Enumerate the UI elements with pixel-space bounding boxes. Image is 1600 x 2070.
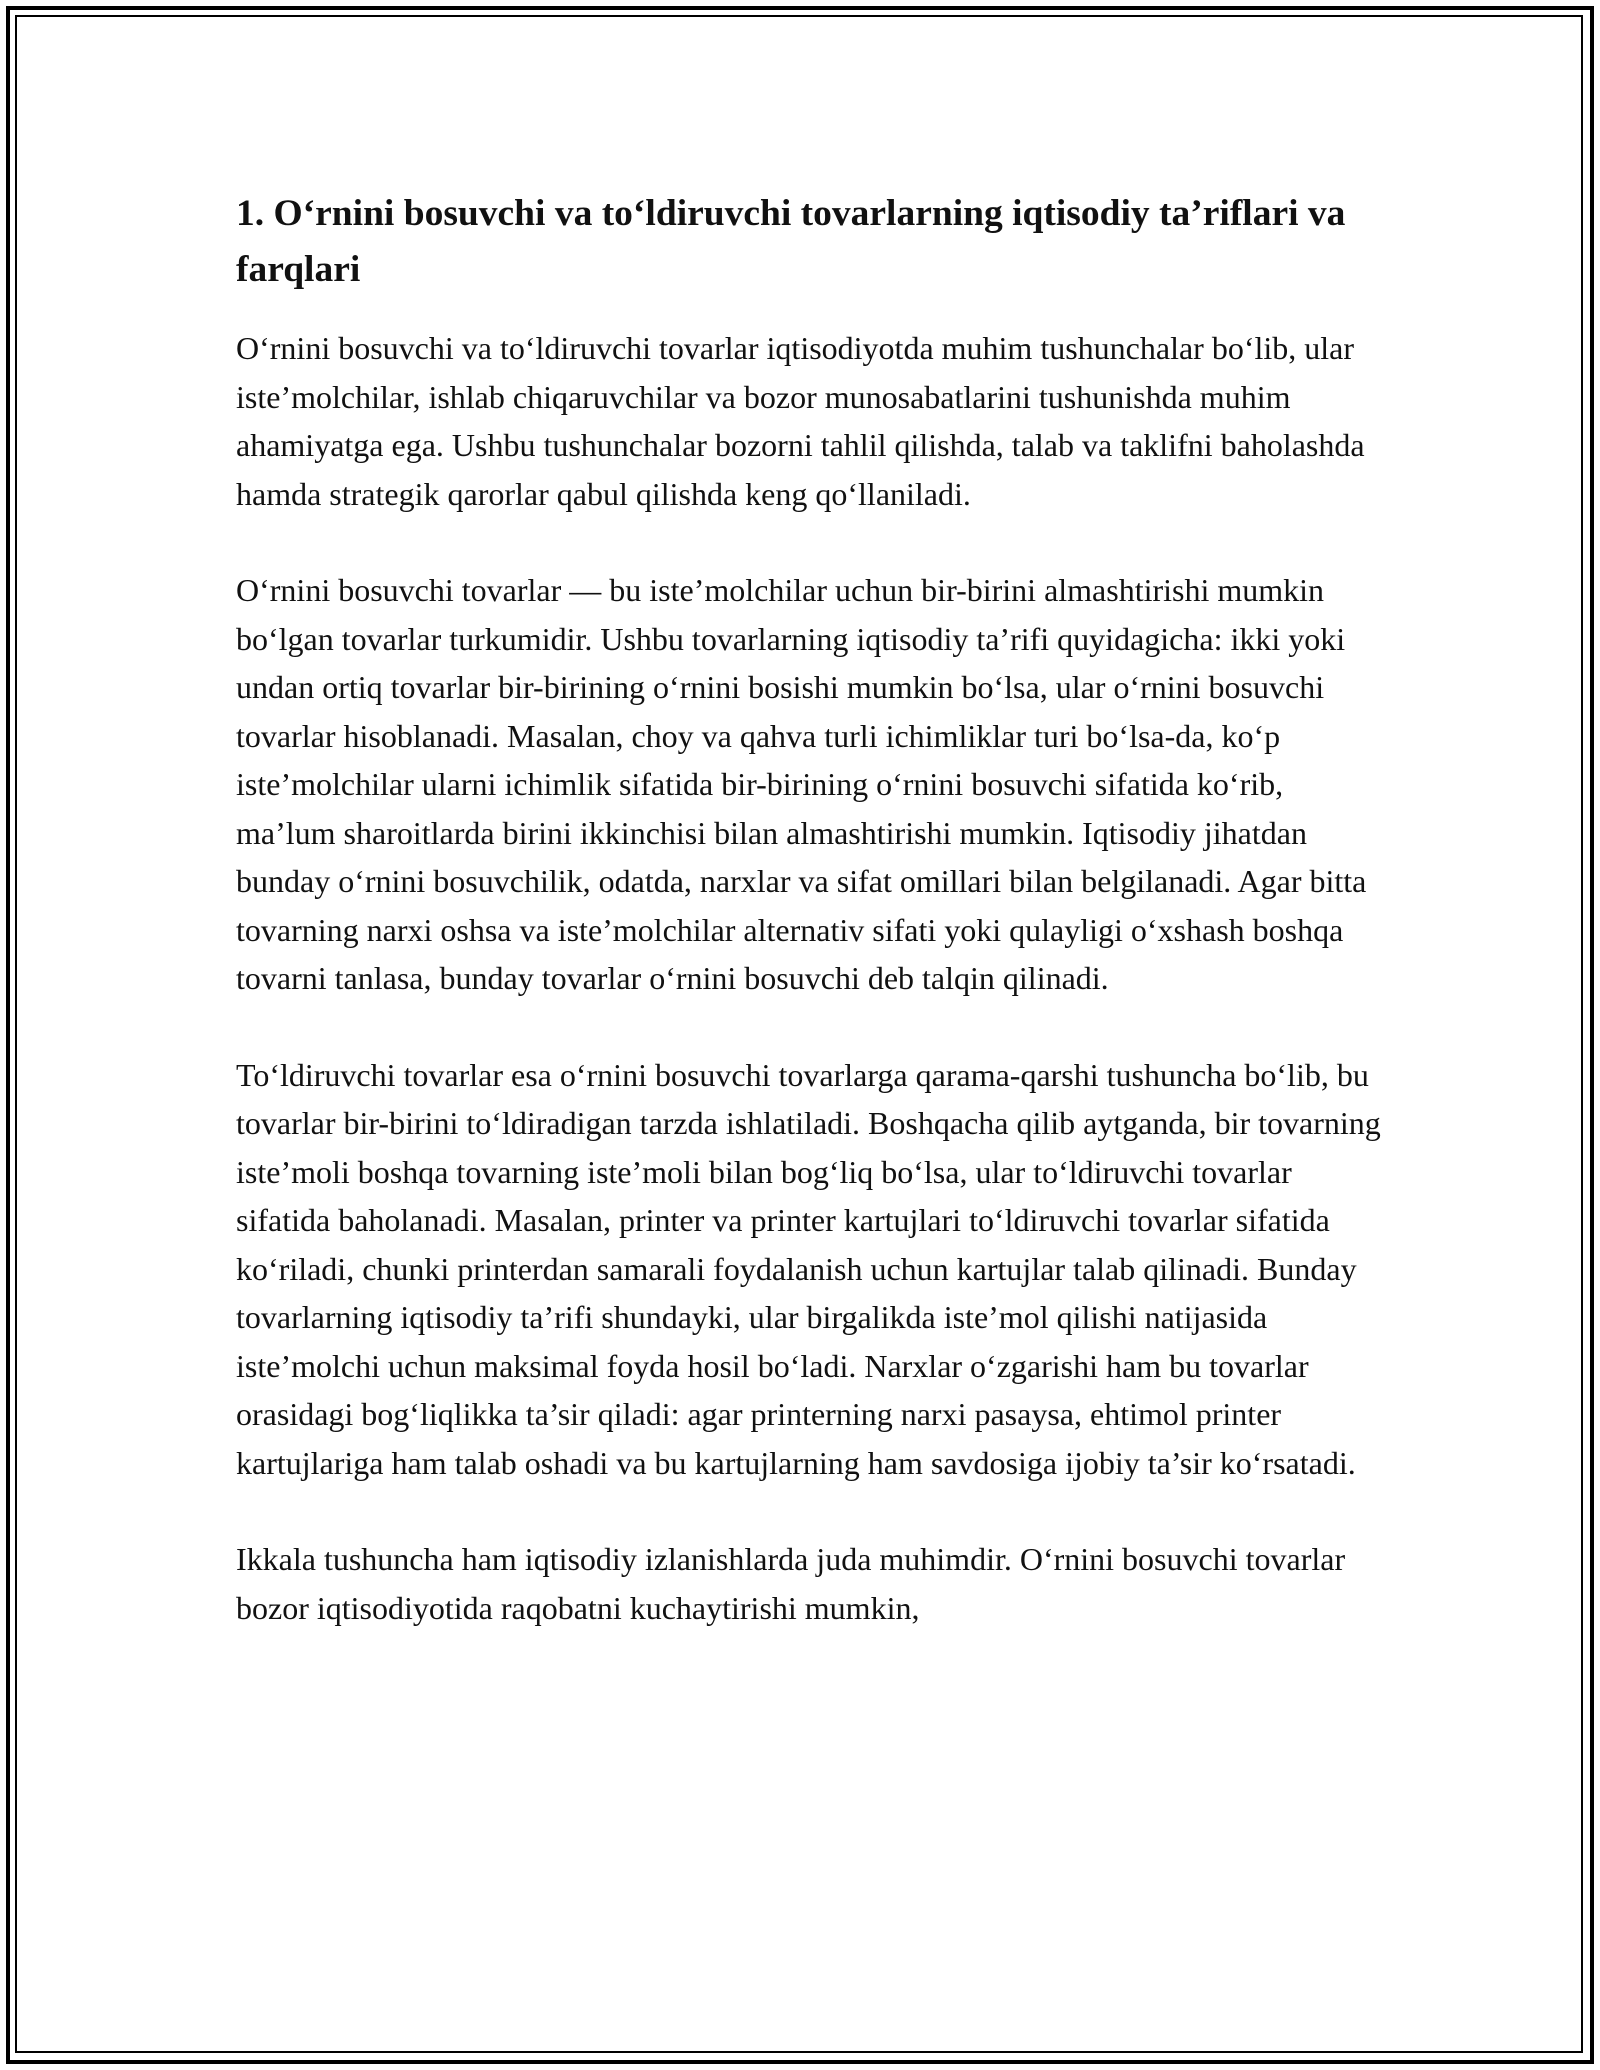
section-heading: 1. O‘rnini bosuvchi va to‘ldiruvchi tovarlarning iqtisodiy ta’riflari va farqlari [236, 193, 1346, 290]
paragraph-intro: O‘rnini bosuvchi va to‘ldiruvchi tovarlar iqtisodiyotda muhim tushunchalar bo‘lib, ular iste’molchilar, ishlab chiqaruvchilar va bozor munosabatlarini tushunishda muhim ahamiyatga ega. Ushbu tushunchalar bozorni tahlil qilishda, talab va taklifni baholashda hamda strategik qarorlar qabul qilishda keng qo‘llaniladi. [236, 330, 1365, 512]
paragraph-complementary-goods: To‘ldiruvchi tovarlar esa o‘rnini bosuvchi tovarlarga qarama-qarshi tushuncha bo‘lib, bu tovarlar bir-birini to‘ldiradigan tarzda ishlatiladi. Boshqacha qilib aytganda, bir tovarning iste’moli boshqa tovarning iste’moli bilan bog‘liq bo‘lsa, ular to‘ldiruvchi tovarlar sifatida baholanadi. Masalan, printer va printer kartujlari to‘ldiruvchi tovarlar sifatida ko‘riladi, chunki printerdan samarali foydalanish uchun kartujlar talab qilinadi. Bunday tovarlarning iqtisodiy ta’rifi shundayki, ular birgalikda iste’mol qilishi natijasida iste’molchi uchun maksimal foyda hosil bo‘ladi. Narxlar o‘zgarishi ham bu tovarlar orasidagi bog‘liqlikka ta’sir qiladi: agar printerning narxi pasaysa, ehtimol printer kartujlariga ham talab oshadi va bu kartujlarning ham savdosiga ijobiy ta’sir ko‘rsatadi. [236, 1056, 1381, 1481]
paragraph-substitute-goods: O‘rnini bosuvchi tovarlar — bu iste’molchilar uchun bir-birini almashtirishi mumkin bo‘lgan tovarlar turkumidir. Ushbu tovarlarning iqtisodiy ta’rifi quyidagicha: ikki yoki undan ortiq tovarlar bir-birining o‘rnini bosishi mumkin bo‘lsa, ular o‘rnini bosuvchi tovarlar hisoblanadi. Masalan, choy va qahva turli ichimliklar turi bo‘lsa-da, ko‘p iste’molchilar ularni ichimlik sifatida bir-birining o‘rnini bosuvchi sifatida ko‘rib, ma’lum sharoitlarda birini ikkinchisi bilan almashtirishi mumkin. Iqtisodiy jihatdan bunday o‘rnini bosuvchilik, odatda, narxlar va sifat omillari bilan belgilanadi. Agar bitta tovarning narxi oshsa va iste’molchilar alternativ sifati yoki qulayligi o‘xshash boshqa tovarni tanlasa, bunday tovarlar o‘rnini bosuvchi deb talqin qilinadi. [236, 572, 1367, 996]
document-body [236, 186, 1386, 1680]
paragraph-conclusion: Ikkala tushuncha ham iqtisodiy izlanishlarda juda muhimdir. O‘rnini bosuvchi tovarlar bozor iqtisodiyotida raqobatni kuchaytirishi mumkin, [236, 1541, 1346, 1626]
